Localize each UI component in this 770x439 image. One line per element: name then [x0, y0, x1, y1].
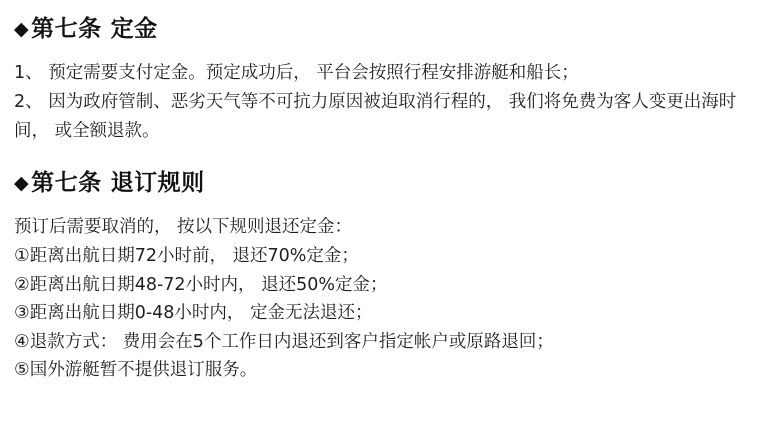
rule-item: ④退款方式： 费用会在5个工作日内退还到客户指定帐户或原路退回；: [14, 331, 554, 352]
heading-article-number: 第七条: [31, 170, 102, 197]
rule-item: ②距离出航日期48-72小时内， 退还50%定金；: [14, 274, 388, 295]
heading-article-number: 第七条: [31, 16, 102, 42]
diamond-icon: ◆: [14, 172, 30, 195]
heading-title: 退订规则: [110, 170, 205, 197]
rule-item: ③距离出航日期0-48小时内， 定金无法退还；: [14, 303, 373, 324]
diamond-icon: ◆: [14, 18, 30, 41]
paragraph-item: 1、 预定需要支付定金。预定成功后， 平台会按照行程安排游艇和船长；: [14, 63, 579, 84]
section-deposit: [14, 8, 756, 145]
heading-title: 定金: [110, 16, 158, 42]
rule-item: ①距离出航日期72小时前， 退还70%定金；: [14, 246, 359, 267]
section-heading-cancellation: [14, 168, 756, 199]
section-body-cancellation: [14, 213, 756, 384]
section-body-deposit: [14, 59, 756, 145]
cancellation-intro: 预订后需要取消的， 按以下规则退还定金：: [14, 217, 353, 238]
section-heading-deposit: [14, 14, 756, 45]
paragraph-item: 2、 因为政府管制、恶劣天气等不可抗力原因被迫取消行程的， 我们将免费为客人变更出海时间， 或全额退款。: [14, 92, 737, 141]
section-cancellation: [14, 146, 756, 384]
rule-item: ⑤国外游艇暂不提供退订服务。: [14, 359, 258, 380]
